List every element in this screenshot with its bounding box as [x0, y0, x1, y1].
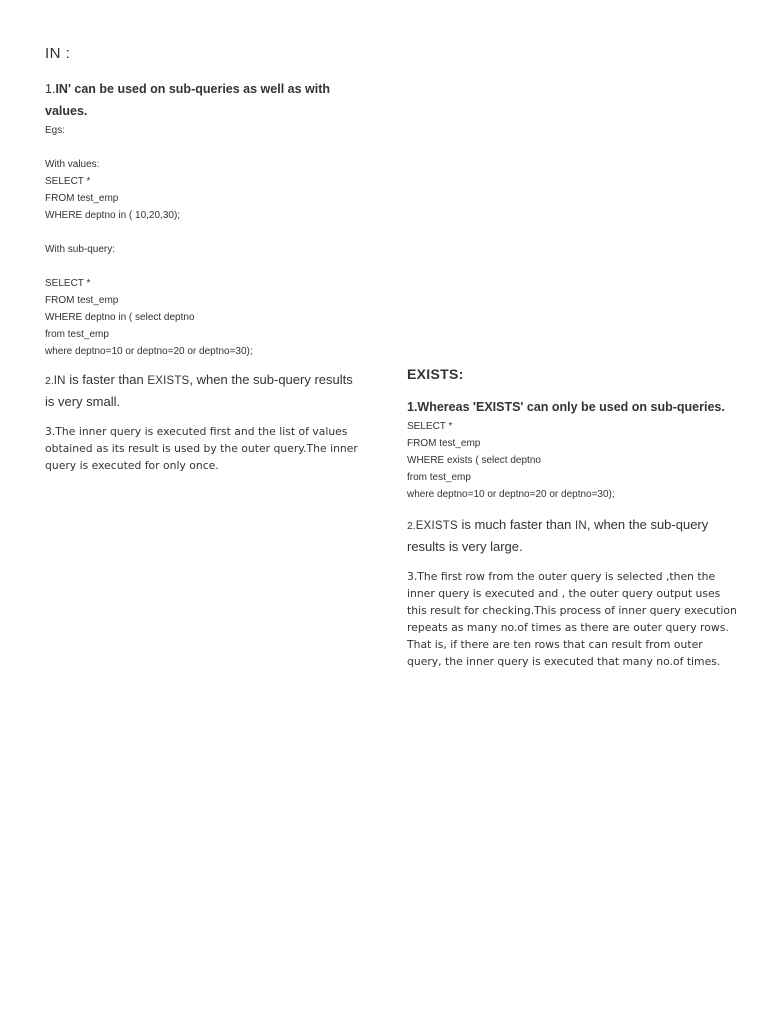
in-point-1-number: 1.: [45, 82, 56, 96]
exists-point-1: [407, 396, 737, 418]
in-column: [45, 44, 365, 474]
exists-point-2-keyword-in: IN: [574, 520, 587, 532]
exists-point-2-number: 2.: [407, 520, 416, 532]
exists-query-line: FROM test_emp: [407, 438, 481, 449]
exists-query-line: from test_emp: [407, 472, 471, 483]
in-point-2: [45, 370, 365, 411]
in-point-2-number: 2.: [45, 375, 54, 387]
exists-point-2-keyword-exists: EXISTS: [415, 520, 458, 532]
exists-column: [407, 364, 737, 670]
values-query-line: FROM test_emp: [45, 193, 119, 204]
exists-point-2: [407, 515, 737, 556]
subquery-query-line: where deptno=10 or deptno=20 or deptno=30);: [45, 346, 253, 357]
values-query-line: SELECT *: [45, 176, 91, 187]
exists-query-line: where deptno=10 or deptno=20 or deptno=30);: [407, 489, 615, 500]
exists-point-3: 3.The first row from the outer query is selected ,then the inner query is executed and , the outer query output uses this result for checking.This process of inner query execution repeats as many no.of times as there are outer query rows. That is, if there are ten rows that can result from outer query, the inner query is executed that many no.of times.: [407, 570, 737, 668]
in-point-2-end: , when the sub-query results is very small.: [45, 372, 353, 409]
in-point-1-text: IN' can be used on sub-queries as well as with values.: [45, 82, 331, 118]
exists-point-2-end: , when the sub-query results is very large.: [407, 517, 709, 554]
in-point-2-mid: is faster than: [65, 372, 148, 387]
in-point-1: [45, 78, 365, 122]
values-query-line: WHERE deptno in ( 10,20,30);: [45, 210, 181, 221]
in-point-2-keyword-in: IN: [53, 375, 66, 387]
with-subquery-label: With sub-query:: [45, 244, 116, 255]
exists-query-line: SELECT *: [407, 421, 453, 432]
exists-heading: EXISTS:: [407, 366, 464, 382]
subquery-query-line: SELECT *: [45, 278, 91, 289]
in-point-3: 3.The inner query is executed first and the list of values obtained as its result is used by the outer query.The inner query is executed for only once.: [45, 425, 358, 472]
exists-point-1-text: 1.Whereas 'EXISTS' can only be used on sub-queries.: [407, 400, 725, 414]
exists-query-line: WHERE exists ( select deptno: [407, 455, 541, 466]
subquery-query-line: from test_emp: [45, 329, 109, 340]
in-heading: IN :: [45, 45, 71, 62]
subquery-query-line: WHERE deptno in ( select deptno: [45, 312, 195, 323]
egs-label: Egs:: [45, 125, 66, 136]
with-values-label: With values:: [45, 159, 100, 170]
in-point-2-keyword-exists: EXISTS: [147, 375, 190, 387]
exists-point-2-mid: is much faster than: [457, 517, 575, 532]
subquery-query-line: FROM test_emp: [45, 295, 119, 306]
